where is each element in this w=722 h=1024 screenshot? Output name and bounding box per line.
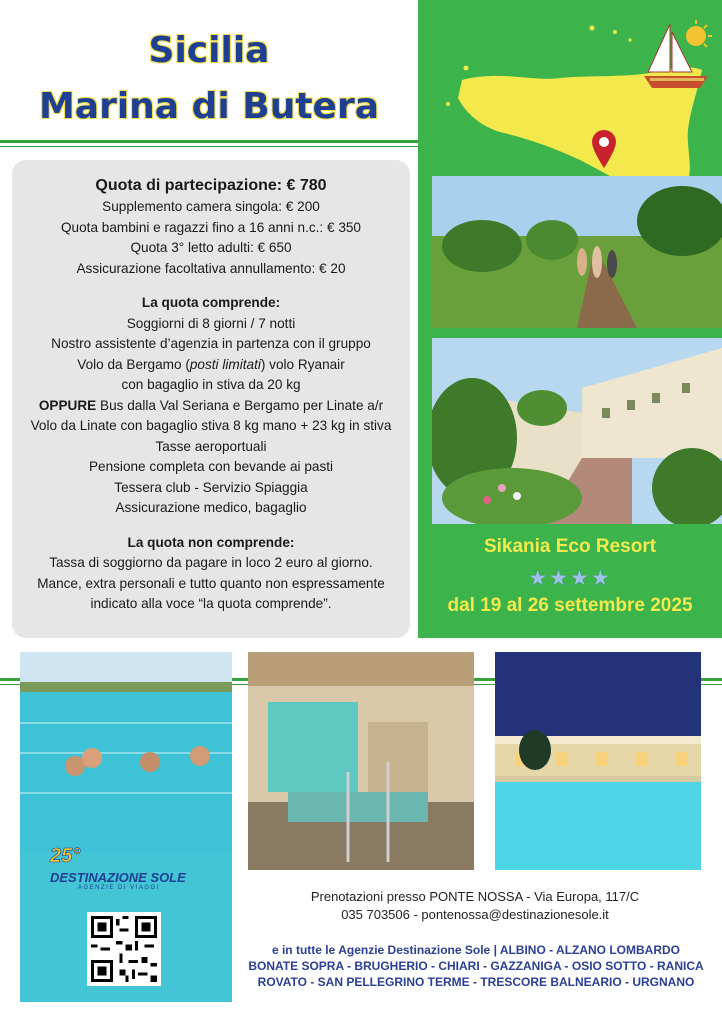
brand-subtitle: AGENZIE DI VIAGGI xyxy=(78,885,160,891)
booking-info xyxy=(240,888,710,924)
night-pool-photo xyxy=(495,652,701,870)
agencies-list xyxy=(234,942,718,990)
price-line: Quota bambini e ragazzi fino a 16 anni n.c.: € 350 xyxy=(60,219,361,235)
page-title: Sicilia xyxy=(148,30,270,71)
rating-stars: ★★★★ xyxy=(528,566,612,590)
excludes-heading: La quota non comprende: xyxy=(127,534,295,550)
agencies-line: BONATE SOPRA - BRUGHERIO - CHIARI - GAZZANIGA - OSIO SOTTO - RANICA xyxy=(248,959,704,973)
includes-line: con bagaglio in stiva da 20 kg xyxy=(121,377,301,392)
excludes-line: Mance, extra personali e tutto quanto non espressamente xyxy=(37,575,385,591)
spa-photo xyxy=(248,652,474,870)
agencies-text: ALBINO - ALZANO LOMBARDO xyxy=(499,943,681,957)
includes-heading: La quota comprende: xyxy=(141,295,281,310)
price-main: Quota di partecipazione: € 780 xyxy=(95,177,327,194)
includes-line xyxy=(12,355,410,376)
excludes-line: Tassa di soggiorno da pagare in loco 2 euro al giorno. xyxy=(49,555,373,570)
sailboat-icon xyxy=(640,18,716,94)
anniversary-badge: 25° xyxy=(50,845,81,867)
includes-text: Volo da Bergamo ( xyxy=(77,356,190,372)
excludes-line: indicato alla voce “la quota comprende”. xyxy=(90,596,332,611)
divider xyxy=(0,146,418,147)
includes-line: Tessera club - Servizio Spiaggia xyxy=(114,479,308,495)
price-line: Assicurazione facoltativa annullamento: € 20 xyxy=(76,260,346,276)
price-line: Supplemento camera singola: € 200 xyxy=(102,199,320,214)
includes-line: Volo da Linate con bagaglio stiva 8 kg mano + 23 kg in stiva xyxy=(30,418,392,433)
agencies-line: ROVATO - SAN PELLEGRINO TERME - TRESCORE BALNEARIO - URGNANO xyxy=(257,975,695,989)
includes-emphasis: posti limitati xyxy=(189,356,261,372)
page-subtitle: Marina di Butera xyxy=(38,86,380,127)
trip-dates: dal 19 al 26 settembre 2025 xyxy=(447,595,693,616)
agencies-line xyxy=(234,942,718,958)
includes-line: Assicurazione medico, bagaglio xyxy=(115,500,307,515)
walkway-photo xyxy=(432,176,722,328)
includes-line: Nostro assistente d’agenzia in partenza con il gruppo xyxy=(51,336,371,351)
includes-line: Tasse aeroportuali xyxy=(155,438,267,454)
includes-text: Bus dalla Val Seriana e Bergamo per Linate a/r xyxy=(96,397,384,413)
includes-line: Pensione completa con bevande ai pasti xyxy=(88,459,334,474)
booking-contact[interactable]: 035 703506 - pontenossa@destinazionesole.it xyxy=(341,907,609,922)
info-box xyxy=(12,160,410,638)
includes-text: ) volo Ryanair xyxy=(260,356,345,372)
includes-line xyxy=(12,396,410,417)
location-pin-icon xyxy=(590,128,618,168)
brand-logo: DESTINAZIONE SOLE xyxy=(50,870,186,885)
includes-line: Soggiorni di 8 giorni / 7 notti xyxy=(126,315,296,331)
divider xyxy=(0,140,418,143)
qr-code[interactable] xyxy=(87,912,161,986)
price-line: Quota 3° letto adulti: € 650 xyxy=(130,240,292,255)
resort-buildings-photo xyxy=(432,338,722,524)
booking-address: Prenotazioni presso PONTE NOSSA - Via Europa, 117/C xyxy=(310,889,640,904)
agencies-lead: e in tutte le Agenzie Destinazione Sole | xyxy=(271,943,500,957)
includes-bold: OPPURE xyxy=(38,397,97,413)
resort-name: Sikania Eco Resort xyxy=(483,536,657,557)
